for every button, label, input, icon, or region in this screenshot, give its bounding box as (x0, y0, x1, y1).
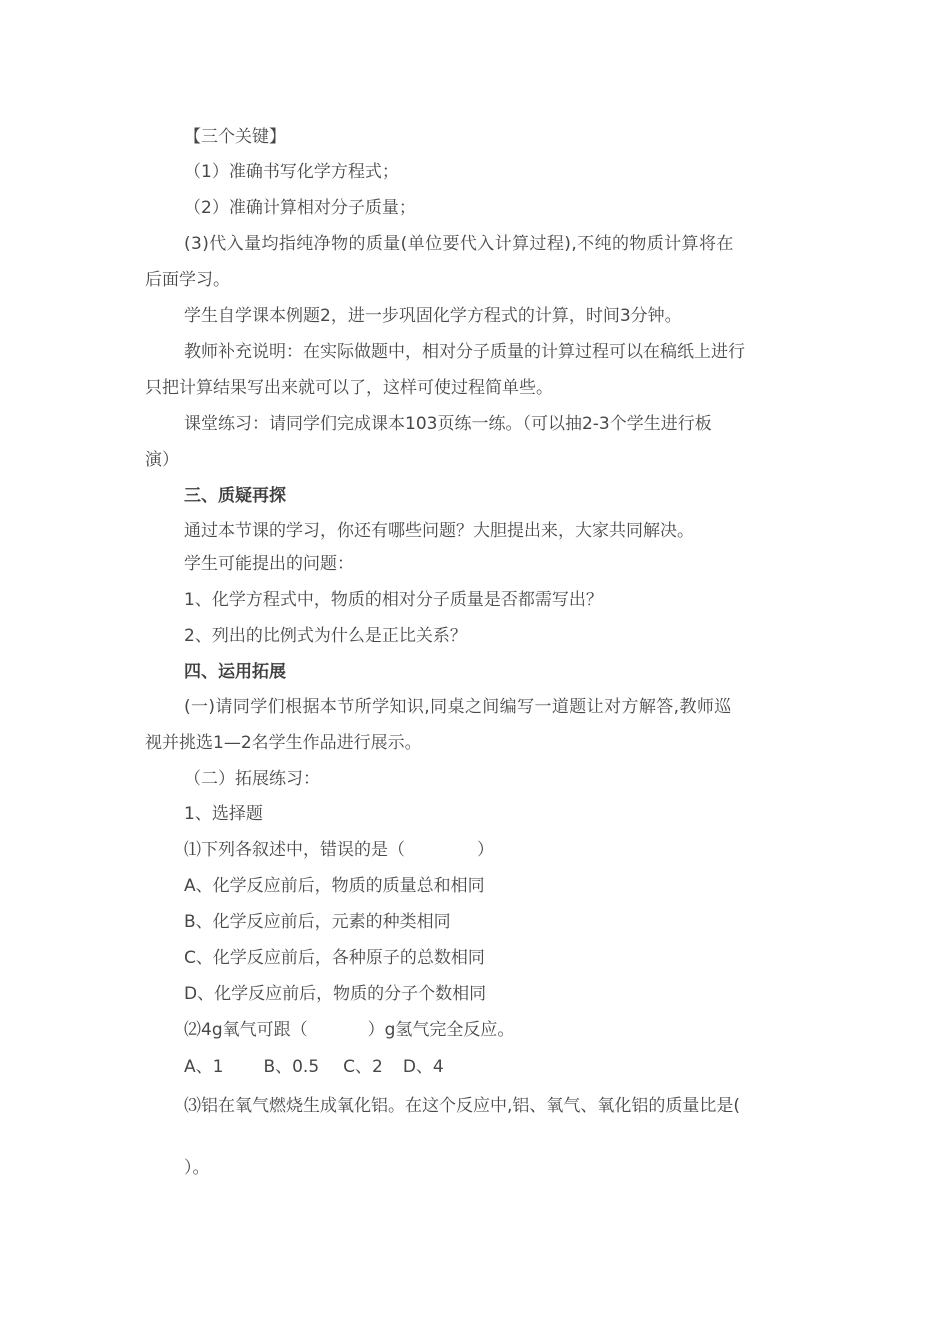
section-heading-application: 四、运用拓展 (184, 662, 286, 682)
question-item-2: 2、列出的比例式为什么是正比关系？ (184, 626, 467, 646)
question-2-stem (184, 1019, 514, 1041)
question-3-stem: ⑶铝在氧气燃烧生成氧化铝。在这个反应中,铝、氧气、氧化铝的质量比是( (184, 1096, 741, 1116)
key-point-1: （1）准确书写化学方程式； (184, 162, 399, 182)
question-1-option-c: C、化学反应前后，各种原子的总数相同 (184, 948, 485, 968)
key-point-3: (3)代入量均指纯净物的质量(单位要代入计算过程),不纯的物质计算将在 (184, 234, 734, 254)
question-1-stem (184, 839, 494, 861)
question-3-close: ）。 (184, 1158, 210, 1178)
paragraph-application-1: (一)请同学们根据本节所学知识,同桌之间编写一道题让对方解答,教师巡 (184, 697, 732, 717)
key-point-2: （2）准确计算相对分子质量； (184, 198, 416, 218)
paragraph-teacher-note-continued: 只把计算结果写出来就可以了，这样可使过程简单些。 (145, 378, 553, 398)
paragraph-questions-intro: 通过本节课的学习，你还有哪些问题？大胆提出来，大家共同解决。 (184, 521, 694, 541)
question-item-1: 1、化学方程式中，物质的相对分子质量是否都需写出？ (184, 590, 603, 610)
question-2-options (184, 1056, 444, 1078)
question-2-option-a: A、1 (184, 1057, 224, 1077)
key-point-3-continued: 后面学习。 (145, 270, 230, 290)
question-1-text: ⑴下列各叙述中，错误的是（ (184, 840, 405, 860)
paragraph-class-practice: 课堂练习：请同学们完成课本103页练一练。（可以抽2-3个学生进行板 (184, 414, 712, 434)
question-2-text: ⑵4g氧气可跟（ (184, 1020, 308, 1040)
paragraph-application-1-continued: 视并挑选1—2名学生作品进行展示。 (145, 733, 422, 753)
subheading-multiple-choice: 1、选择题 (184, 804, 263, 824)
section-heading-questions: 三、质疑再探 (184, 486, 286, 506)
paragraph-extension-practice: （二）拓展练习： (184, 769, 320, 789)
question-1-option-a: A、化学反应前后，物质的质量总和相同 (184, 876, 485, 896)
question-2-text-rest: ）g氢气完全反应。 (367, 1020, 515, 1040)
question-1-option-d: D、化学反应前后，物质的分子个数相同 (184, 984, 487, 1004)
paragraph-teacher-note: 教师补充说明：在实际做题中，相对分子质量的计算过程可以在稿纸上进行 (184, 342, 745, 362)
question-2-option-c: C、2 (343, 1057, 383, 1077)
question-1-option-b: B、化学反应前后，元素的种类相同 (184, 912, 451, 932)
paragraph-class-practice-continued: 演） (145, 450, 179, 470)
section-heading-three-keys: 【三个关键】 (184, 127, 286, 147)
question-2-option-d: D、4 (402, 1057, 444, 1077)
question-1-close: ） (477, 840, 494, 860)
paragraph-self-study: 学生自学课本例题2，进一步巩固化学方程式的计算，时间3分钟。 (184, 306, 682, 326)
question-2-option-b: B、0.5 (263, 1057, 320, 1077)
paragraph-possible-questions: 学生可能提出的问题： (184, 554, 354, 574)
